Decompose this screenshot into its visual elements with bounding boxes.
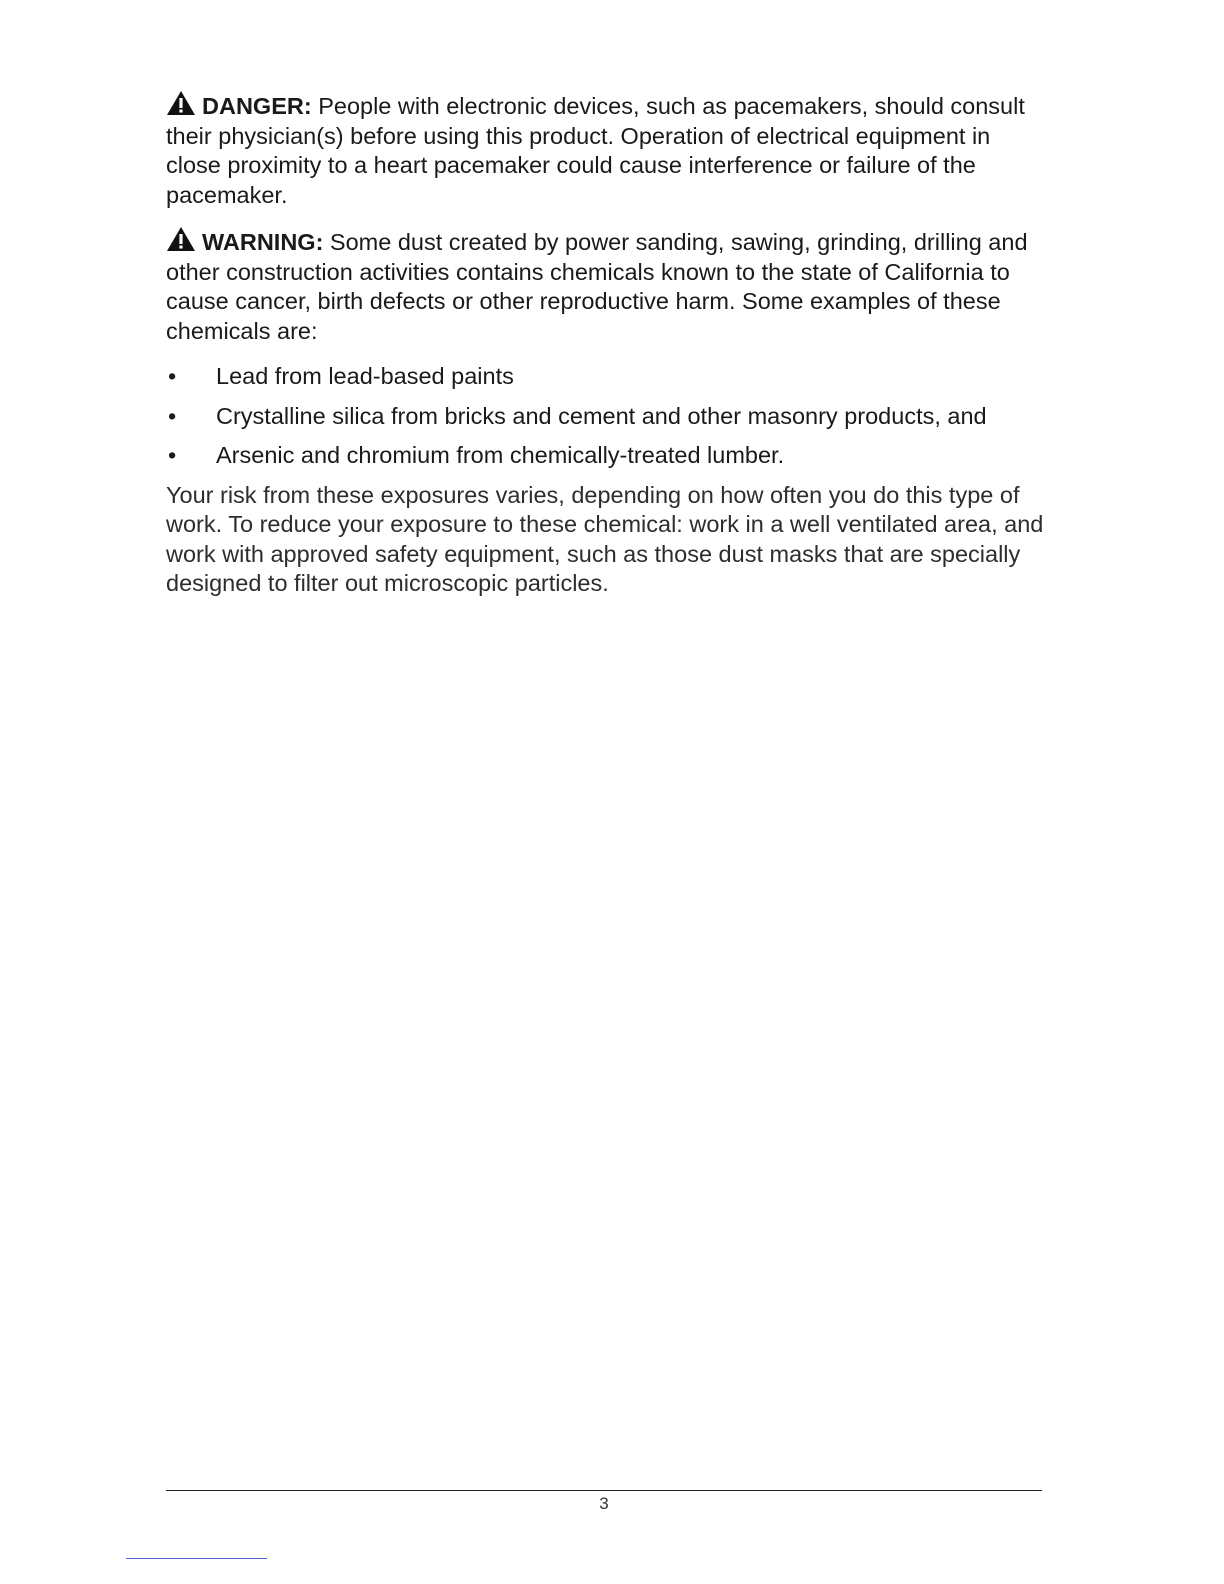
page-number: 3 <box>599 1494 609 1513</box>
warning-notice <box>166 226 1046 346</box>
list-item-text: Arsenic and chromium from chemically-treated lumber. <box>216 442 785 468</box>
safety-warnings-section <box>166 90 1046 599</box>
warning-triangle-icon <box>166 90 196 116</box>
danger-notice <box>166 90 1046 210</box>
scan-artifact-line <box>126 1558 267 1559</box>
chemical-examples-list <box>166 362 1046 471</box>
warning-text: Some dust created by power sanding, sawing, grinding, drilling and other construction activities contains chemicals known to the state of California to cause cancer, birth defects or other reproductive harm. Some examples of these chemicals are: <box>166 229 1028 344</box>
warning-triangle-icon <box>166 226 196 252</box>
danger-text: People with electronic devices, such as pacemakers, should consult their physician(s) before using this product. Operation of electrical equipment in close proximity to a heart pacemaker could cause interference or failure of the pacemaker. <box>166 93 1025 208</box>
list-item-text: Crystalline silica from bricks and cement and other masonry products, and <box>216 402 987 429</box>
bullet: • <box>168 402 177 429</box>
footer-divider <box>166 1490 1042 1491</box>
list-item <box>166 441 1046 471</box>
list-item-text: Lead from lead-based paints <box>216 363 514 389</box>
list-item <box>166 362 1046 392</box>
danger-label: DANGER: <box>202 93 312 119</box>
risk-paragraph: Your risk from these exposures varies, depending on how often you do this type of work. To reduce your exposure to these chemical: work in a well ventilated area, and work with approved safety equipment, such as those dust masks that are specially designed to filter out microscopic particles. <box>166 481 1044 596</box>
bullet: • <box>168 363 177 389</box>
warning-label: WARNING: <box>202 229 324 255</box>
list-item <box>166 402 1046 432</box>
bullet: • <box>168 442 177 468</box>
